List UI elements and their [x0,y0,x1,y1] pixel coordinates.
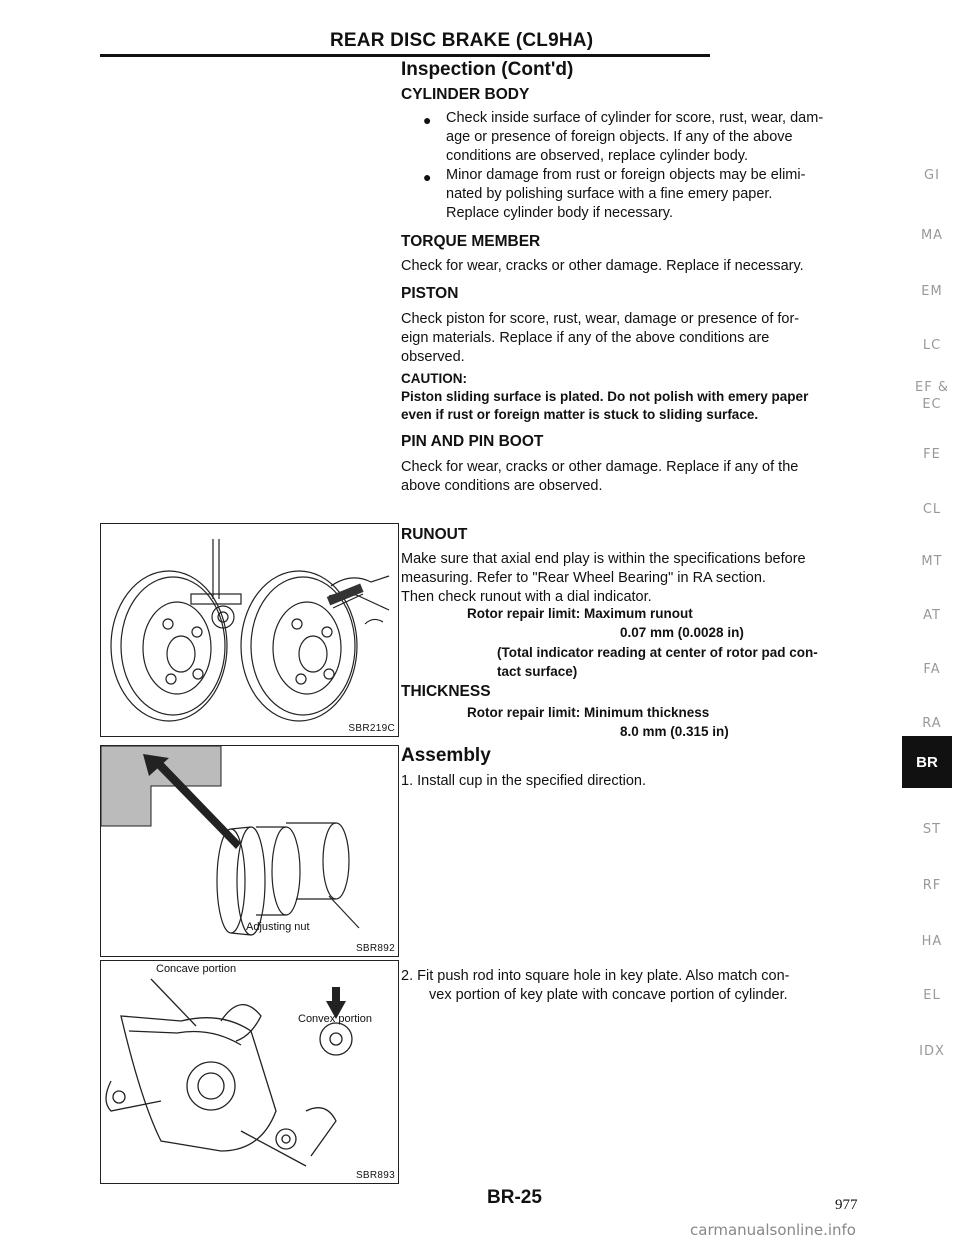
text-line: measuring. Refer to "Rear Wheel Bearing" in RA section. [401,570,766,586]
figure-code: SBR219C [348,723,395,734]
text-line: Then check runout with a dial indicator. [401,589,652,605]
text-line: age or presence of foreign objects. If any of the above [446,129,793,145]
text-line: Check inside surface of cylinder for score, rust, wear, dam- [446,110,824,126]
assembly-step-2 [401,967,906,1005]
caution-text [401,388,906,424]
text-line: Make sure that axial end play is within the specifications before [401,551,806,567]
text-line: even if rust or foreign matter is stuck to sliding surface. [401,407,759,422]
adjusting-nut-label: Adjusting nut [246,921,310,933]
text-line: conditions are observed, replace cylinder body. [446,148,748,164]
key-plate-illustration [101,961,398,1183]
thickness-spec-1: Rotor repair limit: Minimum thickness [467,705,710,720]
bullet-dot: ● [423,112,432,128]
thickness-spec-2: 8.0 mm (0.315 in) [620,724,729,739]
text-line: 2. Fit push rod into square hole in key plate. Also match con- [401,968,790,984]
text-line: Minor damage from rust or foreign objects may be elimi- [446,167,806,183]
sidebar-item-ra[interactable]: RA [922,716,942,731]
assembly-step-1: 1. Install cup in the specified direction. [401,773,647,789]
header-title: REAR DISC BRAKE (CL9HA) [330,30,594,51]
figure-code: SBR892 [355,943,395,954]
sidebar-item-gi[interactable]: GI [924,168,940,183]
convex-portion-label: Convex portion [298,1013,372,1025]
cylinder-bullet-2 [446,166,906,223]
text-line: Piston sliding surface is plated. Do not polish with emery paper [401,389,809,404]
thickness-heading: THICKNESS [401,683,491,700]
sidebar-item-ma[interactable]: MA [920,228,944,243]
concave-portion-label: Concave portion [156,963,237,975]
sidebar-item-ec[interactable]: EC [922,397,942,412]
runout-spec-1: Rotor repair limit: Maximum runout [467,606,693,621]
sidebar-item-em[interactable]: EM [921,284,943,299]
watermark: carmanualsonline.info [690,1221,856,1239]
pin-boot-text [401,458,906,496]
sidebar-item-cl[interactable]: CL [922,502,942,517]
assembly-title: Assembly [401,745,491,766]
sidebar-item-st[interactable]: ST [922,822,942,837]
pin-boot-heading: PIN AND PIN BOOT [401,433,544,450]
torque-member-heading: TORQUE MEMBER [401,233,541,250]
runout-spec-2: 0.07 mm (0.0028 in) [620,625,744,640]
piston-text [401,310,906,367]
text-line: eign materials. Replace if any of the above conditions are [401,330,770,346]
piston-heading: PISTON [401,285,459,302]
cylinder-bullet-1 [446,109,906,166]
inspection-title: Inspection (Cont'd) [401,59,574,80]
torque-member-text: Check for wear, cracks or other damage. Replace if necessary. [401,258,804,274]
sidebar-item-fe[interactable]: FE [923,447,941,462]
runout-spec-4: tact surface) [497,664,578,679]
text-line: above conditions are observed. [401,478,603,494]
figure-assembly-cup [100,745,399,957]
sidebar-item-lc[interactable]: LC [922,338,942,353]
sidebar-item-mt[interactable]: MT [921,554,943,569]
sidebar-item-fa[interactable]: FA [923,662,941,677]
header-rule [100,54,710,57]
bullet-dot: ● [423,169,432,185]
figure-key-plate [100,960,399,1184]
sidebar-item-br[interactable]: BR [902,736,952,788]
text-line: nated by polishing surface with a fine emery paper. [446,186,773,202]
cylinder-body-heading: CYLINDER BODY [401,86,530,103]
sidebar-item-ha[interactable]: HA [921,934,943,949]
sidebar-item-ef[interactable]: EF & [915,380,949,395]
text-line: observed. [401,349,465,365]
figure-runout [100,523,399,737]
document-number: 977 [835,1197,858,1213]
text-line: Replace cylinder body if necessary. [446,205,674,221]
text-line: vex portion of key plate with concave portion of cylinder. [429,987,788,1003]
sidebar-item-el[interactable]: EL [923,988,941,1003]
sidebar-item-rf[interactable]: RF [922,878,942,893]
sidebar-item-at[interactable]: AT [923,608,941,623]
runout-heading: RUNOUT [401,526,468,543]
text-line: Check piston for score, rust, wear, damage or presence of for- [401,311,800,327]
runout-text [401,550,906,607]
runout-illustration [101,524,398,736]
page-number: BR-25 [487,1187,542,1208]
text-line: Check for wear, cracks or other damage. Replace if any of the [401,459,799,475]
runout-spec-3: (Total indicator reading at center of rotor pad con- [497,645,818,660]
caution-label: CAUTION: [401,371,467,386]
sidebar-item-idx[interactable]: IDX [919,1044,945,1059]
figure-code: SBR893 [355,1170,395,1181]
